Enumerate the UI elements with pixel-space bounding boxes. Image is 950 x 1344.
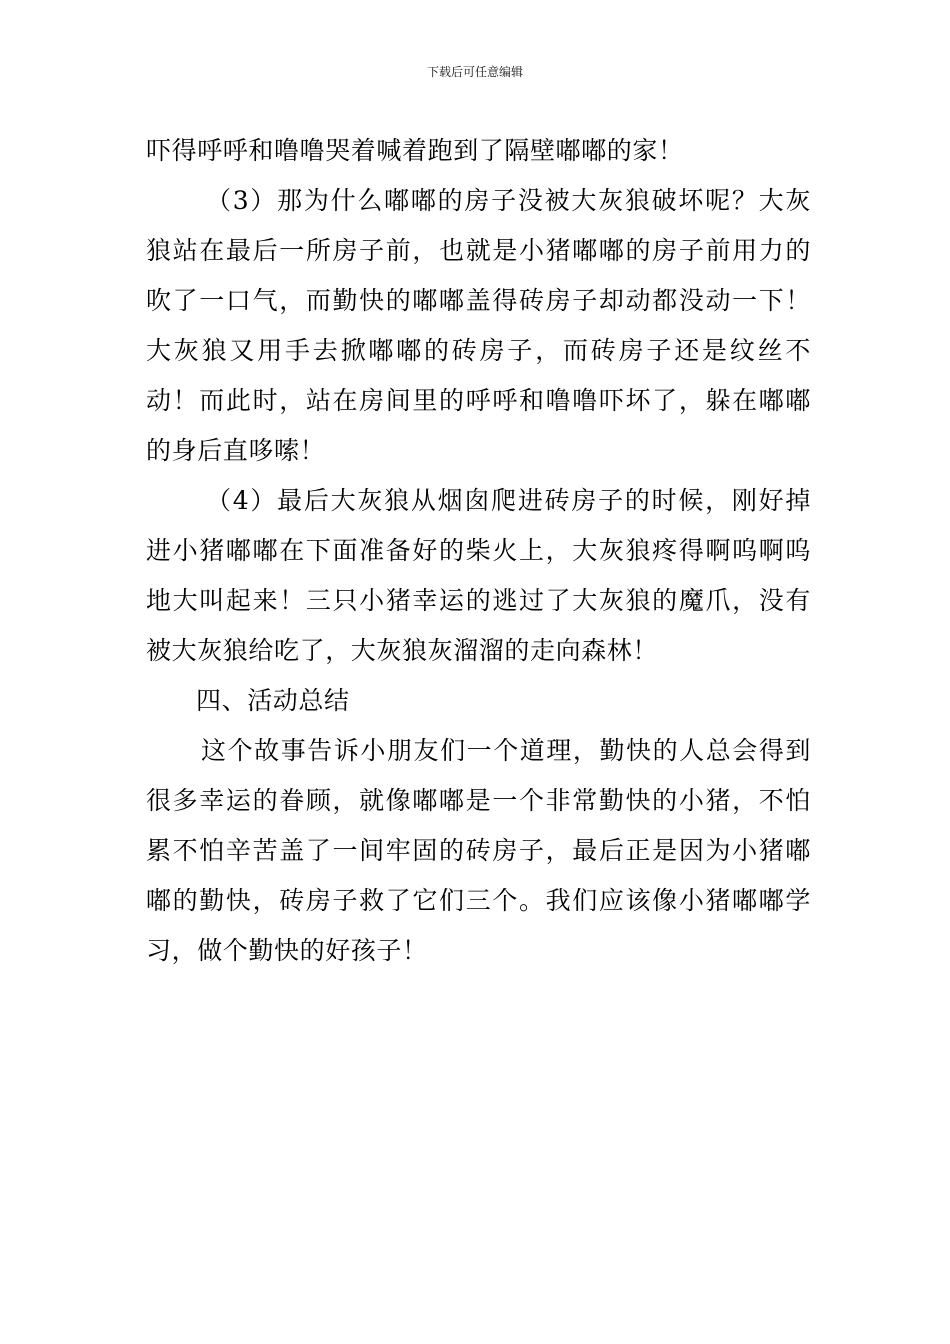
section-heading-summary: 四、活动总结 xyxy=(196,686,350,715)
paragraph-summary: 这个故事告诉小朋友们一个道理，勤快的人总会得到很多幸运的眷顾，就像嘟嘟是一个非常勤快的小猪，不怕累不怕辛苦盖了一间牢固的砖房子，最后正是因为小猪嘟嘟的勤快，砖房子救了它们三个。我们应该像小猪嘟嘟学习，做个勤快的好孩子！ xyxy=(146,736,811,965)
paragraph-step-4: （4）最后大灰狼从烟囱爬进砖房子的时候，刚好掉进小猪嘟嘟在下面准备好的柴火上，大灰狼疼得啊呜啊呜地大叫起来！三只小猪幸运的逃过了大灰狼的魔爪，没有被大灰狼给吃了，大灰狼灰溜溜的走向森林！ xyxy=(146,486,811,665)
header-note: 下载后可任意编辑 xyxy=(426,65,523,79)
paragraph-continuation: 吓得呼呼和噜噜哭着喊着跑到了隔壁嘟嘟的家！ xyxy=(146,136,684,165)
paragraph-step-3: （3）那为什么嘟嘟的房子没被大灰狼破坏呢？大灰狼站在最后一所房子前，也就是小猪嘟嘟的房子前用力的吹了一口气，而勤快的嘟嘟盖得砖房子却动都没动一下！大灰狼又用手去掀嘟嘟的砖房子，而砖房子还是纹丝不动！而此时，站在房间里的呼呼和噜噜吓坏了，躲在嘟嘟的身后直哆嗦！ xyxy=(146,186,811,465)
document-body xyxy=(146,126,811,976)
